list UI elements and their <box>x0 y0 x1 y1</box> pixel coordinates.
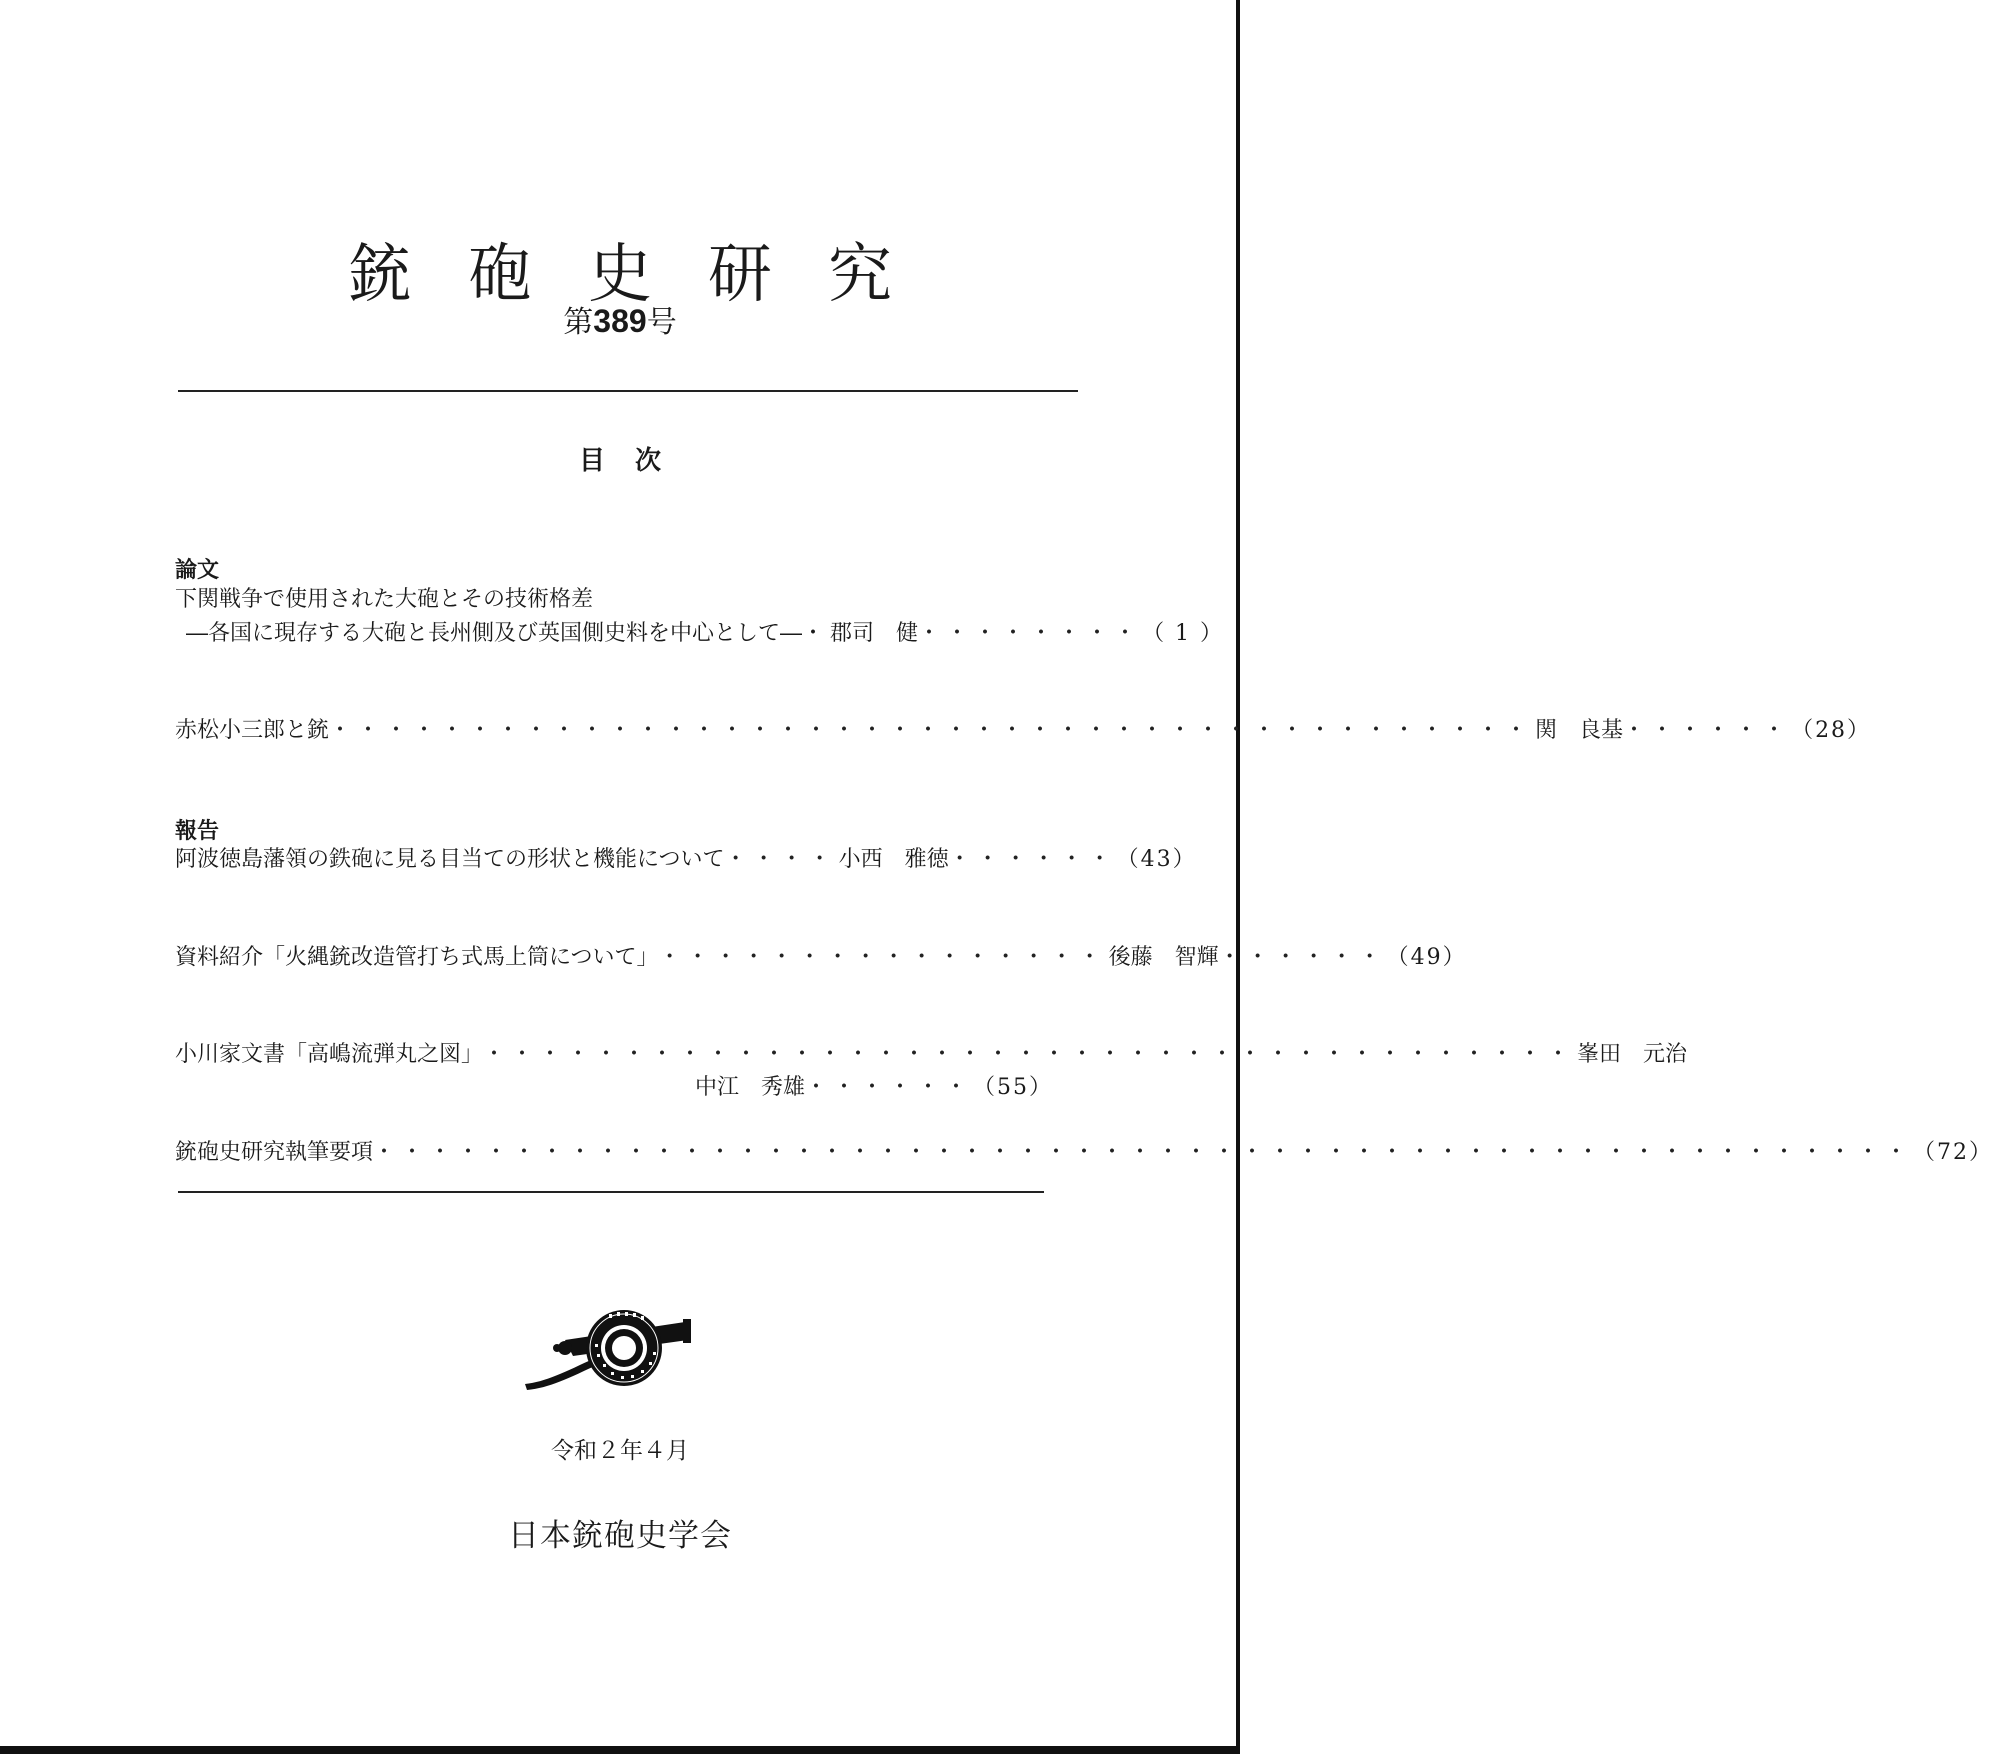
entry-title: 銃砲史研究執筆要項 <box>175 1140 374 1165</box>
toc-entry <box>175 715 1872 747</box>
leader-dots: ・・・・・・ <box>948 847 1117 872</box>
leader-dots: ・・・・・・・・・・・・・・・・・・・・・・・・・・・・・・・・・・・・・・・・・・・ <box>329 718 1534 743</box>
leader-dots: ・・・・・・・・・・・・・・・・・・・・・・・・・・・・・・・・・・・・・・・ <box>483 1042 1576 1067</box>
leader-dots: ・・・・・・・・・・・・・・・・ <box>658 945 1107 970</box>
leader-dots: ・ <box>802 621 829 646</box>
toc-entry <box>175 844 1197 876</box>
divider <box>178 1191 1044 1193</box>
issue-suffix: 号 <box>646 305 677 340</box>
entry-title: 赤松小三郎と銃 <box>175 718 330 743</box>
entry-page: （ 1 ） <box>1142 621 1225 646</box>
toc-entry <box>175 1137 1993 1169</box>
entry-page: （72） <box>1913 1140 1993 1165</box>
leader-dots: ・・・・ <box>724 847 837 872</box>
entry-author: 小西 雅徳 <box>838 847 949 872</box>
entry-page: （49） <box>1386 945 1467 970</box>
leader-dots: ・・・・・・ <box>1218 945 1387 970</box>
cannon-seal-icon <box>525 1300 700 1390</box>
entry-page: （28） <box>1791 718 1872 743</box>
publisher: 日本銃砲史学会 <box>508 1518 732 1554</box>
issue-number <box>0 305 1240 338</box>
toc-entry <box>175 1039 1688 1071</box>
toc-entry <box>186 618 1225 650</box>
entry-title: 阿波徳島藩領の鉄砲に見る目当ての形状と機能について <box>175 847 725 872</box>
entry-author: 峯田 元治 <box>1577 1042 1688 1067</box>
entry-page: （55） <box>973 1075 1053 1100</box>
leader-dots: ・・・・・・ <box>1623 718 1792 743</box>
entry-page: （43） <box>1116 847 1197 872</box>
divider <box>178 390 1078 392</box>
entry-title: 小川家文書「高嶋流弾丸之図」 <box>175 1042 484 1067</box>
leader-dots: ・・・・・・ <box>804 1075 973 1100</box>
leader-dots: ・・・・・・・・ <box>918 621 1143 646</box>
toc-entry <box>175 942 1467 974</box>
entry-author: 中江 秀雄 <box>694 1075 805 1100</box>
toc-entry-title <box>175 584 1047 616</box>
entry-author: 後藤 智輝 <box>1108 945 1219 970</box>
entry-subtitle: ―各国に現存する大砲と長州側及び英国側史料を中心として― <box>186 621 803 646</box>
publication-date: 令和２年４月 <box>551 1438 689 1464</box>
entry-title: 下関戦争で使用された大砲とその技術格差 <box>175 587 594 612</box>
section-label-ronbun: 論文 <box>175 558 220 583</box>
issue-number-value: 389 <box>593 303 647 339</box>
journal-title: 銃砲史研究 <box>348 237 948 312</box>
leader-dots: ・・・・・・・・・・・・・・・・・・・・・・・・・・・・・・・・・・・・・・・・・・・・・・・・・・・・・・・ <box>373 1140 1914 1165</box>
entry-author: 関 良基 <box>1535 718 1624 743</box>
issue-prefix: 第 <box>563 305 594 340</box>
entry-title: 資料紹介「火縄銃改造管打ち式馬上筒について」 <box>175 945 659 970</box>
toc-entry <box>175 1072 1053 1104</box>
toc-heading: 目次 <box>578 446 691 476</box>
page-edge <box>0 1746 1240 1754</box>
section-label-houkoku: 報告 <box>175 819 220 844</box>
entry-author: 郡司 健 <box>830 621 919 646</box>
